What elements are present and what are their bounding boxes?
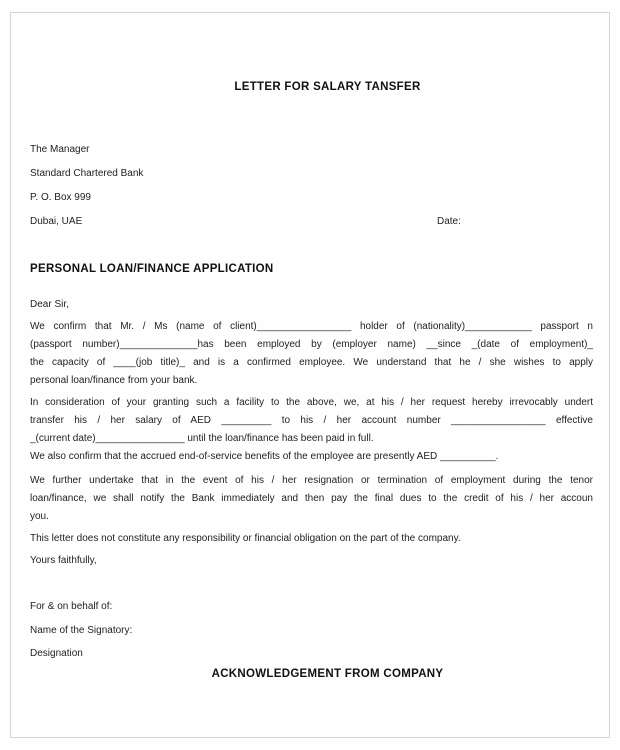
letter-body-line: loan/finance, we shall notify the Bank immediately and then pay the final dues to the credit of his / her accoun: [30, 493, 593, 504]
letter-body-line: personal loan/finance from your bank.: [30, 375, 198, 386]
recipient-line-manager: The Manager: [30, 144, 90, 155]
date-label: Date:: [437, 216, 461, 227]
letter-body-line: We confirm that Mr. / Ms (name of client)_________________ holder of (nationality)____________ passport n: [30, 321, 593, 332]
signature-line-name: Name of the Signatory:: [30, 625, 133, 636]
closing: Yours faithfully,: [30, 555, 97, 566]
letter-body-line: This letter does not constitute any responsibility or financial obligation on the part of the company.: [30, 533, 461, 544]
signature-line-behalf: For & on behalf of:: [30, 601, 113, 612]
acknowledgement-heading: ACKNOWLEDGEMENT FROM COMPANY: [211, 668, 444, 680]
letter-body-line: the capacity of ____(job title)_ and is a confirmed employee. We understand that he / she wishes to apply: [30, 357, 593, 368]
letter-title: LETTER FOR SALARY TANSFER: [234, 81, 421, 93]
letter-body-line: transfer his / her salary of AED _________ to his / her account number _________________ effective: [30, 415, 593, 426]
recipient-line-city: Dubai, UAE: [30, 216, 83, 227]
letter-body-line: (passport number)______________has been employed by (employer name) __since _(date of employment)_: [30, 339, 593, 350]
salutation: Dear Sir,: [30, 299, 69, 310]
subject-heading: PERSONAL LOAN/FINANCE APPLICATION: [30, 263, 274, 275]
letter-body-line: We also confirm that the accrued end-of-service benefits of the employee are presently AED __________.: [30, 451, 499, 462]
recipient-line-pobox: P. O. Box 999: [30, 192, 91, 203]
letter-body-line: you.: [30, 511, 49, 522]
letter-body-line: In consideration of your granting such a facility to the above, we, at his / her request hereby irrevocably undert: [30, 397, 593, 408]
recipient-line-bank: Standard Chartered Bank: [30, 168, 144, 179]
letter-body-line: We further undertake that in the event of his / her resignation or termination of employment during the tenor: [30, 475, 593, 486]
letter-body-line: _(current date)________________ until the loan/finance has been paid in full.: [30, 433, 374, 444]
signature-line-designation: Designation: [30, 648, 83, 659]
